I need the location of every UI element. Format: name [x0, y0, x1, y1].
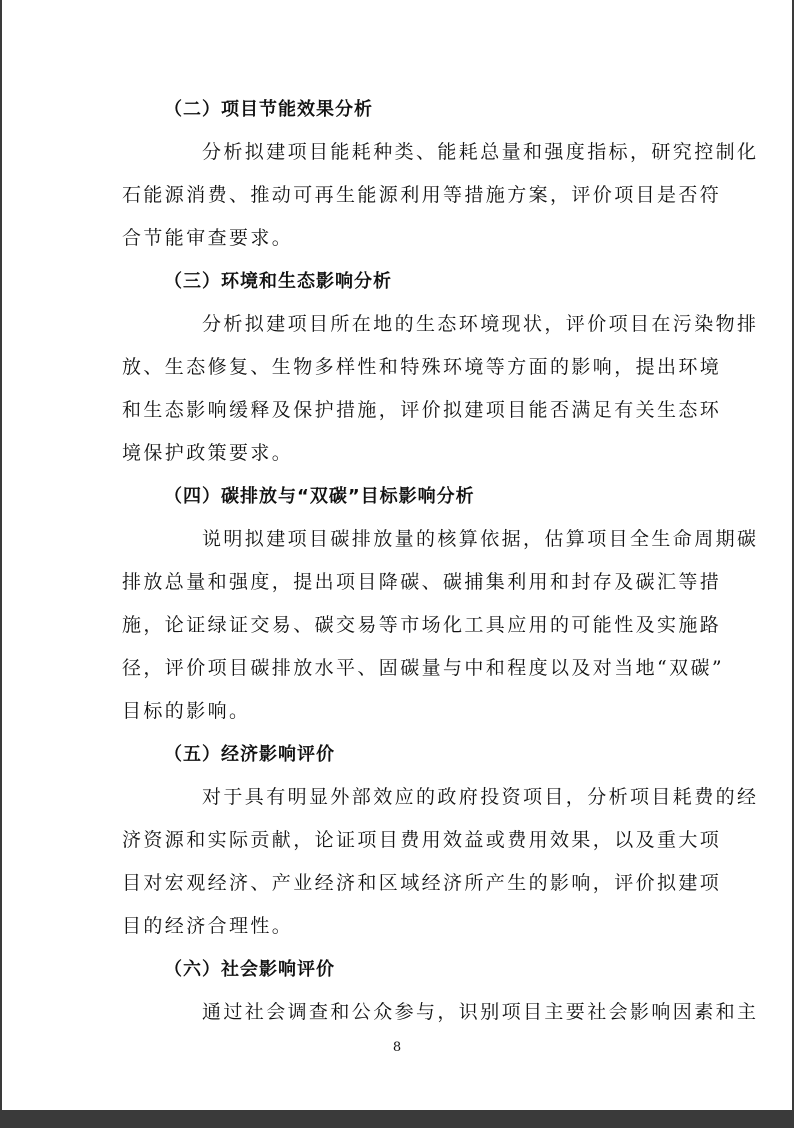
paragraph-line: 放、生态修复、生物多样性和特殊环境等方面的影响，提出环境 [122, 356, 722, 378]
paragraph-line: 目对宏观经济、产业经济和区域经济所产生的影响，评价拟建项 [122, 872, 722, 894]
section-heading-environment: （三）环境和生态影响分析 [164, 271, 392, 292]
paragraph-line: 对于具有明显外部效应的政府投资项目，分析项目耗费的经 [202, 786, 759, 808]
paragraph-line: 径，评价项目碳排放水平、固碳量与中和程度以及对当地“双碳” [122, 657, 725, 679]
paragraph-line: 说明拟建项目碳排放量的核算依据，估算项目全生命周期碳 [202, 528, 759, 550]
paragraph-line: 目的经济合理性。 [122, 915, 294, 937]
paragraph-line: 境保护政策要求。 [122, 442, 294, 464]
paragraph-line: 目标的影响。 [122, 700, 251, 722]
paragraph-carbon [122, 518, 759, 733]
paragraph-line: 分析拟建项目所在地的生态环境现状，评价项目在污染物排 [202, 313, 759, 335]
paragraph-line: 合节能审查要求。 [122, 227, 294, 249]
paragraph-line: 和生态影响缓释及保护措施，评价拟建项目能否满足有关生态环 [122, 399, 722, 421]
section-heading-economic: （五）经济影响评价 [164, 744, 335, 765]
paragraph-energy [122, 131, 759, 260]
paragraph-line: 分析拟建项目能耗种类、能耗总量和强度指标，研究控制化 [202, 141, 759, 163]
paragraph-line: 济资源和实际贡献，论证项目费用效益或费用效果，以及重大项 [122, 829, 722, 851]
paragraph-line: 石能源消费、推动可再生能源利用等措施方案，评价项目是否符 [122, 184, 722, 206]
page-number: 8 [392, 1040, 402, 1055]
page-border-bottom [0, 1110, 794, 1128]
document-body [122, 88, 759, 1034]
paragraph-social [122, 991, 759, 1034]
paragraph-economic [122, 776, 759, 948]
section-heading-social: （六）社会影响评价 [164, 959, 335, 980]
paragraph-environment [122, 303, 759, 475]
section-heading-energy: （二）项目节能效果分析 [164, 99, 373, 120]
section-heading-carbon: （四）碳排放与“双碳”目标影响分析 [164, 486, 475, 507]
page-border-left [0, 0, 2, 1110]
paragraph-line: 施，论证绿证交易、碳交易等市场化工具应用的可能性及实施路 [122, 614, 722, 636]
paragraph-line: 通过社会调查和公众参与，识别项目主要社会影响因素和主 [202, 1001, 759, 1023]
paragraph-line: 排放总量和强度，提出项目降碳、碳捕集利用和封存及碳汇等措 [122, 571, 722, 593]
